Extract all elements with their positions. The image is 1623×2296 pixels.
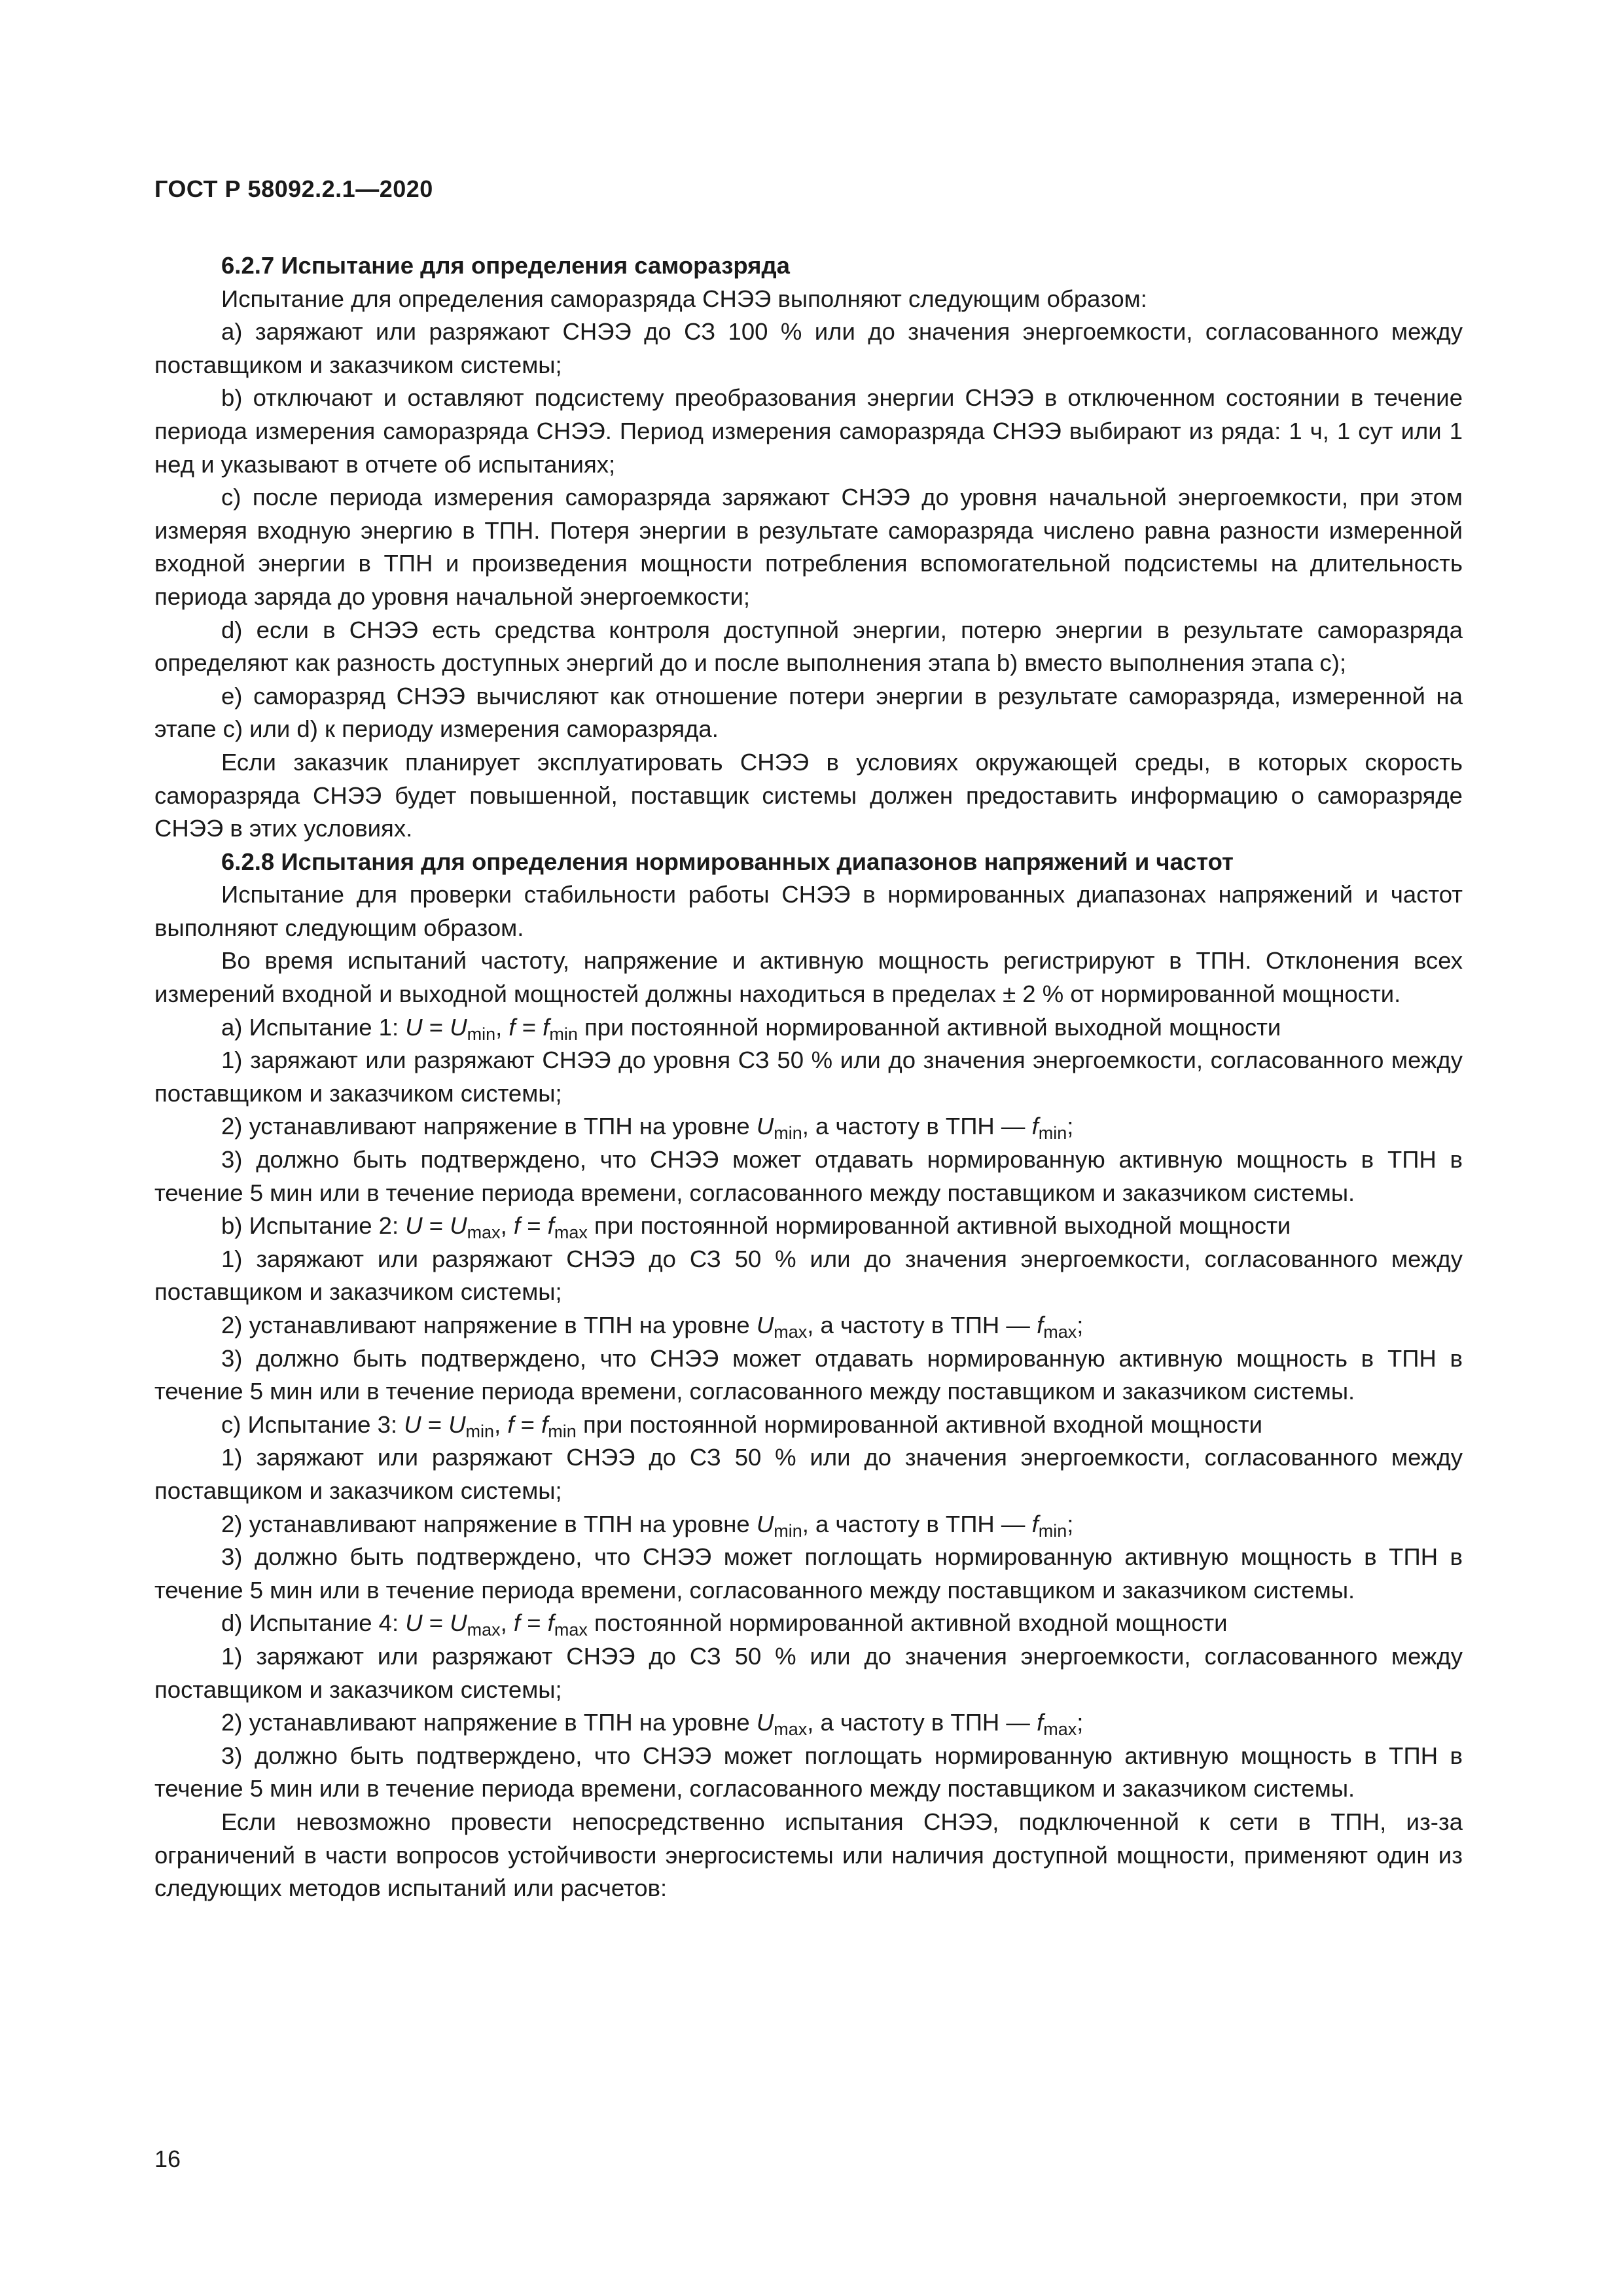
test-step: 3) должно быть подтверждено, что СНЭЭ может отдавать нормированную активную мощность в ТПН в течение 5 мин или в течение периода времени, согласованного между поставщиком и заказчиком системы.	[154, 1146, 1463, 1206]
test-heading: b) Испытание 2: $U = U_{max}$, $f = f_{max}$ при постоянной нормированной активной выходной мощности	[221, 1212, 1291, 1243]
test-step: 1) заряжают или разряжают СНЭЭ до СЗ 50 % или до значения энергоемкости, согласованного между поставщиком и заказчиком системы;	[154, 1245, 1463, 1306]
test-step: 1) заряжают или разряжают СНЭЭ до СЗ 50 % или до значения энергоемкости, согласованного между поставщиком и заказчиком системы;	[154, 1444, 1463, 1504]
section-heading-6-2-8: 6.2.8 Испытания для определения нормированных диапазонов напряжений и частот	[221, 848, 1234, 875]
paragraph: Испытание для проверки стабильности работы СНЭЭ в нормированных диапазонах напряжений и частот выполняют следующим образом.	[154, 881, 1463, 941]
page-number: 16	[154, 2145, 181, 2172]
paragraph: Если заказчик планирует эксплуатировать СНЭЭ в условиях окружающей среды, в которых скорость саморазряда СНЭЭ будет повышенной, поставщик системы должен предоставить информацию о саморазряде СНЭЭ в этих условиях.	[154, 748, 1463, 842]
paragraph: Во время испытаний частоту, напряжение и активную мощность регистрируют в ТПН. Отклонения всех измерений входной и выходной мощностей должны находиться в пределах ± 2 % от нормированной мощности.	[154, 947, 1463, 1008]
document-body	[154, 249, 1463, 1905]
list-item: d) если в СНЭЭ есть средства контроля доступной энергии, потерю энергии в результате саморазряда определяют как разность доступных энергий до и после выполнения этапа b) вместо выполнения этапа c);	[154, 616, 1463, 677]
list-item: e) саморазряд СНЭЭ вычисляют как отношение потери энергии в результате саморазряда, измеренной на этапе c) или d) к периоду измерения саморазряда.	[154, 682, 1463, 743]
test-step: 3) должно быть подтверждено, что СНЭЭ может отдавать нормированную активную мощность в ТПН в течение 5 мин или в течение периода времени, согласованного между поставщиком и заказчиком системы.	[154, 1344, 1463, 1405]
test-step: 1) заряжают или разряжают СНЭЭ до уровня СЗ 50 % или до значения энергоемкости, согласованного между поставщиком и заказчиком системы;	[154, 1047, 1463, 1107]
test-step: 2) устанавливают напряжение в ТПН на уровне $U_{max}$, а частоту в ТПН — $f_{max}$;	[221, 1312, 1084, 1342]
test-heading: c) Испытание 3: $U = U_{min}$, $f = f_{min}$ при постоянной нормированной активной входной мощности	[221, 1410, 1263, 1441]
list-item: c) после периода измерения саморазряда заряжают СНЭЭ до уровня начальной энергоемкости, при этом измеряя входную энергию в ТПН. Потеря энергии в результате саморазряда числено равна разности измеренной входной энергии в ТПН и произведения мощности потребления вспомогательной подсистемы на длительность периода заряда до уровня начальной энергоемкости;	[154, 484, 1463, 610]
test-step: 3) должно быть подтверждено, что СНЭЭ может поглощать нормированную активную мощность в ТПН в течение 5 мин или в течение периода времени, согласованного между поставщиком и заказчиком системы.	[154, 1742, 1463, 1803]
list-item: b) отключают и оставляют подсистему преобразования энергии СНЭЭ в отключенном состоянии в течение периода измерения саморазряда СНЭЭ. Период измерения саморазряда СНЭЭ выбирают из ряда: 1 ч, 1 сут или 1 нед и указывают в отчете об испытаниях;	[154, 384, 1463, 478]
list-item: a) заряжают или разряжают СНЭЭ до СЗ 100 % или до значения энергоемкости, согласованного между поставщиком и заказчиком системы;	[154, 318, 1463, 378]
document-id-header: ГОСТ Р 58092.2.1—2020	[154, 175, 433, 202]
paragraph: Если невозможно провести непосредственно испытания СНЭЭ, подключенной к сети в ТПН, из-за ограничений в части вопросов устойчивости энергосистемы или наличия доступной мощности, применяют один из следующих методов испытаний или расчетов:	[154, 1808, 1463, 1902]
test-step: 2) устанавливают напряжение в ТПН на уровне $U_{min}$, а частоту в ТПН — $f_{min}$;	[221, 1113, 1074, 1143]
test-step: 1) заряжают или разряжают СНЭЭ до СЗ 50 % или до значения энергоемкости, согласованного между поставщиком и заказчиком системы;	[154, 1642, 1463, 1703]
test-step: 2) устанавливают напряжение в ТПН на уровне $U_{max}$, а частоту в ТПН — $f_{max}$;	[221, 1709, 1084, 1740]
test-step: 3) должно быть подтверждено, что СНЭЭ может поглощать нормированную активную мощность в ТПН в течение 5 мин или в течение периода времени, согласованного между поставщиком и заказчиком системы.	[154, 1543, 1463, 1604]
paragraph: Испытание для определения саморазряда СНЭЭ выполняют следующим образом:	[221, 285, 1147, 312]
test-heading: a) Испытание 1: $U = U_{min}$, $f = f_{min}$ при постоянной нормированной активной выходной мощности	[221, 1013, 1281, 1044]
test-heading: d) Испытание 4: $U = U_{max}$, $f = f_{max}$ постоянной нормированной активной входной мощности	[221, 1609, 1228, 1640]
test-step: 2) устанавливают напряжение в ТПН на уровне $U_{min}$, а частоту в ТПН — $f_{min}$;	[221, 1510, 1074, 1541]
section-heading-6-2-7: 6.2.7 Испытание для определения саморазряда	[221, 252, 790, 279]
